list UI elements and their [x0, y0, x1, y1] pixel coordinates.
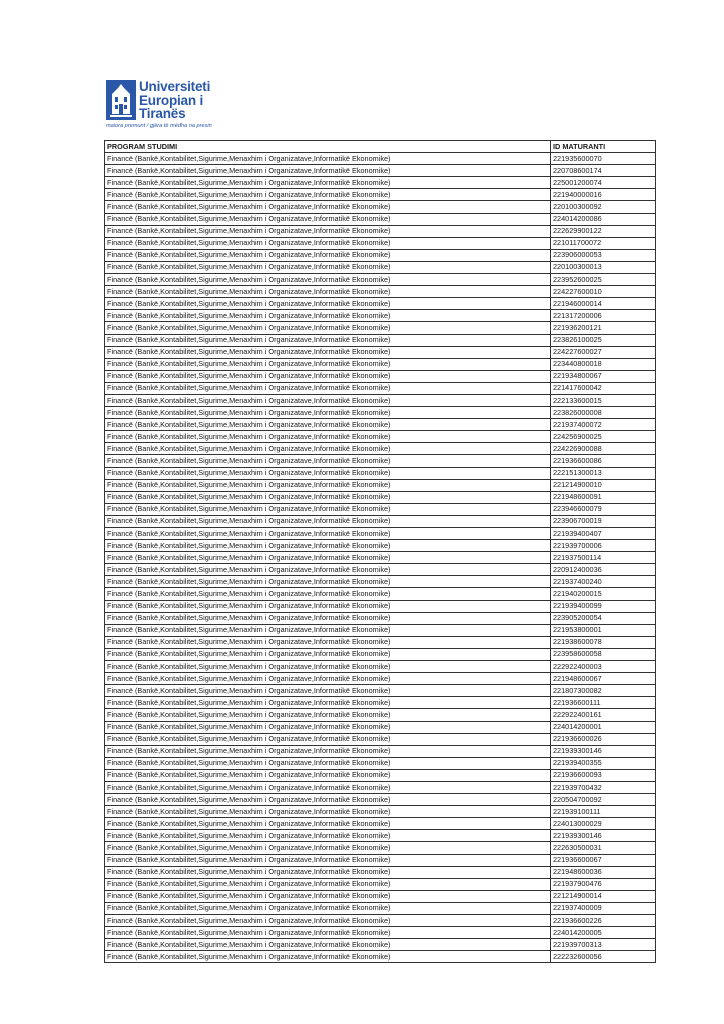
program-cell: Financë (Bankë,Kontabilitet,Sigurime,Menaxhim i Organizatave,Informatikë Ekonomike) [105, 685, 551, 697]
id-cell: 222630500031 [551, 842, 656, 854]
table-row [105, 503, 656, 515]
id-cell: 221937400240 [551, 576, 656, 588]
id-cell: 223952600025 [551, 274, 656, 286]
id-cell: 223906700019 [551, 515, 656, 527]
table-row [105, 540, 656, 552]
program-cell: Financë (Bankë,Kontabilitet,Sigurime,Menaxhim i Organizatave,Informatikë Ekonomike) [105, 830, 551, 842]
program-cell: Financë (Bankë,Kontabilitet,Sigurime,Menaxhim i Organizatave,Informatikë Ekonomike) [105, 769, 551, 781]
id-cell: 221214900014 [551, 890, 656, 902]
id-cell: 224227600027 [551, 346, 656, 358]
id-cell: 223958600058 [551, 648, 656, 660]
table-row [105, 515, 656, 527]
program-cell: Financë (Bankë,Kontabilitet,Sigurime,Menaxhim i Organizatave,Informatikë Ekonomike) [105, 806, 551, 818]
table-row [105, 358, 656, 370]
program-cell: Financë (Bankë,Kontabilitet,Sigurime,Menaxhim i Organizatave,Informatikë Ekonomike) [105, 419, 551, 431]
table-row [105, 419, 656, 431]
id-cell: 220100300092 [551, 201, 656, 213]
program-cell: Financë (Bankë,Kontabilitet,Sigurime,Menaxhim i Organizatave,Informatikë Ekonomike) [105, 781, 551, 793]
id-cell: 221948600036 [551, 866, 656, 878]
program-cell: Financë (Bankë,Kontabilitet,Sigurime,Menaxhim i Organizatave,Informatikë Ekonomike) [105, 358, 551, 370]
id-cell: 225001200074 [551, 177, 656, 189]
program-cell: Financë (Bankë,Kontabilitet,Sigurime,Menaxhim i Organizatave,Informatikë Ekonomike) [105, 225, 551, 237]
id-cell: 221939400407 [551, 528, 656, 540]
id-cell: 221937400072 [551, 419, 656, 431]
program-cell: Financë (Bankë,Kontabilitet,Sigurime,Menaxhim i Organizatave,Informatikë Ekonomike) [105, 346, 551, 358]
id-cell: 221938600078 [551, 636, 656, 648]
table-row [105, 600, 656, 612]
program-cell: Financë (Bankë,Kontabilitet,Sigurime,Menaxhim i Organizatave,Informatikë Ekonomike) [105, 951, 551, 963]
id-cell: 222922400161 [551, 709, 656, 721]
table-row [105, 225, 656, 237]
table-row [105, 467, 656, 479]
table-row [105, 334, 656, 346]
table-row [105, 201, 656, 213]
table-row [105, 636, 656, 648]
id-cell: 220912400036 [551, 564, 656, 576]
id-cell: 221939100111 [551, 806, 656, 818]
table-row [105, 733, 656, 745]
id-cell: 221417600042 [551, 382, 656, 394]
program-cell: Financë (Bankë,Kontabilitet,Sigurime,Menaxhim i Organizatave,Informatikë Ekonomike) [105, 237, 551, 249]
program-cell: Financë (Bankë,Kontabilitet,Sigurime,Menaxhim i Organizatave,Informatikë Ekonomike) [105, 745, 551, 757]
program-cell: Financë (Bankë,Kontabilitet,Sigurime,Menaxhim i Organizatave,Informatikë Ekonomike) [105, 189, 551, 201]
id-cell: 223826000008 [551, 407, 656, 419]
table-row [105, 370, 656, 382]
program-cell: Financë (Bankë,Kontabilitet,Sigurime,Menaxhim i Organizatave,Informatikë Ekonomike) [105, 733, 551, 745]
program-cell: Financë (Bankë,Kontabilitet,Sigurime,Menaxhim i Organizatave,Informatikë Ekonomike) [105, 310, 551, 322]
table-row [105, 721, 656, 733]
program-cell: Financë (Bankë,Kontabilitet,Sigurime,Menaxhim i Organizatave,Informatikë Ekonomike) [105, 322, 551, 334]
id-cell: 221011700072 [551, 237, 656, 249]
table-row [105, 842, 656, 854]
table-row [105, 769, 656, 781]
table-header-row [105, 141, 656, 153]
table-row [105, 274, 656, 286]
table-row [105, 165, 656, 177]
table-row [105, 878, 656, 890]
program-cell: Financë (Bankë,Kontabilitet,Sigurime,Menaxhim i Organizatave,Informatikë Ekonomike) [105, 661, 551, 673]
program-cell: Financë (Bankë,Kontabilitet,Sigurime,Menaxhim i Organizatave,Informatikë Ekonomike) [105, 153, 551, 165]
id-cell: 224014200005 [551, 927, 656, 939]
table-row [105, 781, 656, 793]
table-row [105, 177, 656, 189]
id-cell: 223826100025 [551, 334, 656, 346]
program-cell: Financë (Bankë,Kontabilitet,Sigurime,Menaxhim i Organizatave,Informatikë Ekonomike) [105, 503, 551, 515]
table-row [105, 673, 656, 685]
id-cell: 221940200015 [551, 588, 656, 600]
program-cell: Financë (Bankë,Kontabilitet,Sigurime,Menaxhim i Organizatave,Informatikë Ekonomike) [105, 866, 551, 878]
table-row [105, 685, 656, 697]
program-cell: Financë (Bankë,Kontabilitet,Sigurime,Menaxhim i Organizatave,Informatikë Ekonomike) [105, 479, 551, 491]
program-cell: Financë (Bankë,Kontabilitet,Sigurime,Menaxhim i Organizatave,Informatikë Ekonomike) [105, 624, 551, 636]
program-cell: Financë (Bankë,Kontabilitet,Sigurime,Menaxhim i Organizatave,Informatikë Ekonomike) [105, 201, 551, 213]
table-row [105, 612, 656, 624]
id-cell: 224256900025 [551, 431, 656, 443]
program-cell: Financë (Bankë,Kontabilitet,Sigurime,Menaxhim i Organizatave,Informatikë Ekonomike) [105, 455, 551, 467]
table-row [105, 298, 656, 310]
program-cell: Financë (Bankë,Kontabilitet,Sigurime,Menaxhim i Organizatave,Informatikë Ekonomike) [105, 491, 551, 503]
id-cell: 221936600093 [551, 769, 656, 781]
program-cell: Financë (Bankë,Kontabilitet,Sigurime,Menaxhim i Organizatave,Informatikë Ekonomike) [105, 842, 551, 854]
id-cell: 221939700313 [551, 939, 656, 951]
table-row [105, 310, 656, 322]
header-program: PROGRAM STUDIMI [105, 141, 551, 153]
table-row [105, 697, 656, 709]
table-row [105, 588, 656, 600]
table-row [105, 854, 656, 866]
table-row [105, 189, 656, 201]
table-row [105, 866, 656, 878]
program-cell: Financë (Bankë,Kontabilitet,Sigurime,Menaxhim i Organizatave,Informatikë Ekonomike) [105, 334, 551, 346]
program-cell: Financë (Bankë,Kontabilitet,Sigurime,Menaxhim i Organizatave,Informatikë Ekonomike) [105, 515, 551, 527]
program-cell: Financë (Bankë,Kontabilitet,Sigurime,Menaxhim i Organizatave,Informatikë Ekonomike) [105, 757, 551, 769]
program-cell: Financë (Bankë,Kontabilitet,Sigurime,Menaxhim i Organizatave,Informatikë Ekonomike) [105, 177, 551, 189]
id-cell: 221948600091 [551, 491, 656, 503]
id-cell: 221807300082 [551, 685, 656, 697]
program-cell: Financë (Bankë,Kontabilitet,Sigurime,Menaxhim i Organizatave,Informatikë Ekonomike) [105, 636, 551, 648]
table-row [105, 382, 656, 394]
id-cell: 221214900010 [551, 479, 656, 491]
program-cell: Financë (Bankë,Kontabilitet,Sigurime,Menaxhim i Organizatave,Informatikë Ekonomike) [105, 443, 551, 455]
program-cell: Financë (Bankë,Kontabilitet,Sigurime,Menaxhim i Organizatave,Informatikë Ekonomike) [105, 274, 551, 286]
id-cell: 224226900088 [551, 443, 656, 455]
program-cell: Financë (Bankë,Kontabilitet,Sigurime,Menaxhim i Organizatave,Informatikë Ekonomike) [105, 370, 551, 382]
table-row [105, 394, 656, 406]
id-cell: 222629900122 [551, 225, 656, 237]
table-row [105, 491, 656, 503]
id-cell: 221940000016 [551, 189, 656, 201]
program-cell: Financë (Bankë,Kontabilitet,Sigurime,Menaxhim i Organizatave,Informatikë Ekonomike) [105, 939, 551, 951]
program-cell: Financë (Bankë,Kontabilitet,Sigurime,Menaxhim i Organizatave,Informatikë Ekonomike) [105, 249, 551, 261]
id-cell: 221936600026 [551, 733, 656, 745]
program-cell: Financë (Bankë,Kontabilitet,Sigurime,Menaxhim i Organizatave,Informatikë Ekonomike) [105, 915, 551, 927]
logo-line-1: Universiteti [139, 79, 211, 94]
id-cell: 220100300013 [551, 261, 656, 273]
table-row [105, 322, 656, 334]
program-cell: Financë (Bankë,Kontabilitet,Sigurime,Menaxhim i Organizatave,Informatikë Ekonomike) [105, 612, 551, 624]
program-cell: Financë (Bankë,Kontabilitet,Sigurime,Menaxhim i Organizatave,Informatikë Ekonomike) [105, 467, 551, 479]
program-cell: Financë (Bankë,Kontabilitet,Sigurime,Menaxhim i Organizatave,Informatikë Ekonomike) [105, 890, 551, 902]
table-row [105, 213, 656, 225]
table-row [105, 939, 656, 951]
program-cell: Financë (Bankë,Kontabilitet,Sigurime,Menaxhim i Organizatave,Informatikë Ekonomike) [105, 697, 551, 709]
header-id: ID MATURANTI [551, 141, 656, 153]
id-cell: 224014200001 [551, 721, 656, 733]
students-table [104, 140, 656, 963]
id-cell: 221936600111 [551, 697, 656, 709]
table-row [105, 237, 656, 249]
program-cell: Financë (Bankë,Kontabilitet,Sigurime,Menaxhim i Organizatave,Informatikë Ekonomike) [105, 261, 551, 273]
id-cell: 223905200054 [551, 612, 656, 624]
table-row [105, 915, 656, 927]
logo-line-3: Tiranës [139, 106, 186, 121]
table-row [105, 576, 656, 588]
program-cell: Financë (Bankë,Kontabilitet,Sigurime,Menaxhim i Organizatave,Informatikë Ekonomike) [105, 588, 551, 600]
university-logo [106, 78, 226, 130]
id-cell: 224013000029 [551, 818, 656, 830]
id-cell: 221936600067 [551, 854, 656, 866]
id-cell: 221939700432 [551, 781, 656, 793]
program-cell: Financë (Bankë,Kontabilitet,Sigurime,Menaxhim i Organizatave,Informatikë Ekonomike) [105, 854, 551, 866]
table-row [105, 794, 656, 806]
table-body [105, 153, 656, 963]
table-row [105, 927, 656, 939]
program-cell: Financë (Bankë,Kontabilitet,Sigurime,Menaxhim i Organizatave,Informatikë Ekonomike) [105, 818, 551, 830]
id-cell: 221948600067 [551, 673, 656, 685]
table-row [105, 806, 656, 818]
id-cell: 221935600070 [551, 153, 656, 165]
id-cell: 224014200086 [551, 213, 656, 225]
table-row [105, 830, 656, 842]
table-row [105, 951, 656, 963]
id-cell: 221939300146 [551, 830, 656, 842]
table-row [105, 709, 656, 721]
table-row [105, 661, 656, 673]
table-row [105, 818, 656, 830]
table-row [105, 757, 656, 769]
id-cell: 221317200006 [551, 310, 656, 322]
id-cell: 222133600015 [551, 394, 656, 406]
id-cell: 221937500114 [551, 552, 656, 564]
table-row [105, 455, 656, 467]
program-cell: Financë (Bankë,Kontabilitet,Sigurime,Menaxhim i Organizatave,Informatikë Ekonomike) [105, 540, 551, 552]
table-row [105, 745, 656, 757]
table-row [105, 431, 656, 443]
id-cell: 221936600086 [551, 455, 656, 467]
table-row [105, 407, 656, 419]
program-cell: Financë (Bankë,Kontabilitet,Sigurime,Menaxhim i Organizatave,Informatikë Ekonomike) [105, 213, 551, 225]
program-cell: Financë (Bankë,Kontabilitet,Sigurime,Menaxhim i Organizatave,Informatikë Ekonomike) [105, 564, 551, 576]
table-row [105, 479, 656, 491]
program-cell: Financë (Bankë,Kontabilitet,Sigurime,Menaxhim i Organizatave,Informatikë Ekonomike) [105, 902, 551, 914]
program-cell: Financë (Bankë,Kontabilitet,Sigurime,Menaxhim i Organizatave,Informatikë Ekonomike) [105, 794, 551, 806]
table-row [105, 648, 656, 660]
id-cell: 221937900476 [551, 878, 656, 890]
program-cell: Financë (Bankë,Kontabilitet,Sigurime,Menaxhim i Organizatave,Informatikë Ekonomike) [105, 286, 551, 298]
program-cell: Financë (Bankë,Kontabilitet,Sigurime,Menaxhim i Organizatave,Informatikë Ekonomike) [105, 721, 551, 733]
table-row [105, 528, 656, 540]
program-cell: Financë (Bankë,Kontabilitet,Sigurime,Menaxhim i Organizatave,Informatikë Ekonomike) [105, 648, 551, 660]
id-cell: 220504700092 [551, 794, 656, 806]
id-cell: 223440800018 [551, 358, 656, 370]
id-cell: 221936200121 [551, 322, 656, 334]
table-row [105, 249, 656, 261]
id-cell: 221936600226 [551, 915, 656, 927]
program-cell: Financë (Bankë,Kontabilitet,Sigurime,Menaxhim i Organizatave,Informatikë Ekonomike) [105, 927, 551, 939]
table-row [105, 261, 656, 273]
logo-line-2: Europian i [139, 92, 204, 108]
program-cell: Financë (Bankë,Kontabilitet,Sigurime,Menaxhim i Organizatave,Informatikë Ekonomike) [105, 298, 551, 310]
table-row [105, 286, 656, 298]
program-cell: Financë (Bankë,Kontabilitet,Sigurime,Menaxhim i Organizatave,Informatikë Ekonomike) [105, 552, 551, 564]
table-row [105, 346, 656, 358]
program-cell: Financë (Bankë,Kontabilitet,Sigurime,Menaxhim i Organizatave,Informatikë Ekonomike) [105, 407, 551, 419]
id-cell: 222922400003 [551, 661, 656, 673]
program-cell: Financë (Bankë,Kontabilitet,Sigurime,Menaxhim i Organizatave,Informatikë Ekonomike) [105, 528, 551, 540]
id-cell: 221937400009 [551, 902, 656, 914]
id-cell: 224227600010 [551, 286, 656, 298]
id-cell: 222232600056 [551, 951, 656, 963]
id-cell: 223946600079 [551, 503, 656, 515]
logo-tagline: maiora premunt / gjëra të mëdha na presin [106, 123, 212, 129]
table-row [105, 443, 656, 455]
id-cell: 221934800067 [551, 370, 656, 382]
program-cell: Financë (Bankë,Kontabilitet,Sigurime,Menaxhim i Organizatave,Informatikë Ekonomike) [105, 382, 551, 394]
table-row [105, 564, 656, 576]
program-cell: Financë (Bankë,Kontabilitet,Sigurime,Menaxhim i Organizatave,Informatikë Ekonomike) [105, 431, 551, 443]
id-cell: 220708600174 [551, 165, 656, 177]
program-cell: Financë (Bankë,Kontabilitet,Sigurime,Menaxhim i Organizatave,Informatikë Ekonomike) [105, 165, 551, 177]
university-name [139, 80, 210, 121]
program-cell: Financë (Bankë,Kontabilitet,Sigurime,Menaxhim i Organizatave,Informatikë Ekonomike) [105, 394, 551, 406]
program-cell: Financë (Bankë,Kontabilitet,Sigurime,Menaxhim i Organizatave,Informatikë Ekonomike) [105, 600, 551, 612]
program-cell: Financë (Bankë,Kontabilitet,Sigurime,Menaxhim i Organizatave,Informatikë Ekonomike) [105, 576, 551, 588]
table-row [105, 890, 656, 902]
id-cell: 221939400099 [551, 600, 656, 612]
table-row [105, 153, 656, 165]
table-row [105, 624, 656, 636]
table-row [105, 902, 656, 914]
id-cell: 221939400355 [551, 757, 656, 769]
id-cell: 222151300013 [551, 467, 656, 479]
program-cell: Financë (Bankë,Kontabilitet,Sigurime,Menaxhim i Organizatave,Informatikë Ekonomike) [105, 673, 551, 685]
id-cell: 223906000053 [551, 249, 656, 261]
id-cell: 221946000014 [551, 298, 656, 310]
building-logo-icon [106, 80, 136, 120]
program-cell: Financë (Bankë,Kontabilitet,Sigurime,Menaxhim i Organizatave,Informatikë Ekonomike) [105, 878, 551, 890]
table-row [105, 552, 656, 564]
id-cell: 221939300146 [551, 745, 656, 757]
id-cell: 221939700006 [551, 540, 656, 552]
id-cell: 221953800001 [551, 624, 656, 636]
program-cell: Financë (Bankë,Kontabilitet,Sigurime,Menaxhim i Organizatave,Informatikë Ekonomike) [105, 709, 551, 721]
